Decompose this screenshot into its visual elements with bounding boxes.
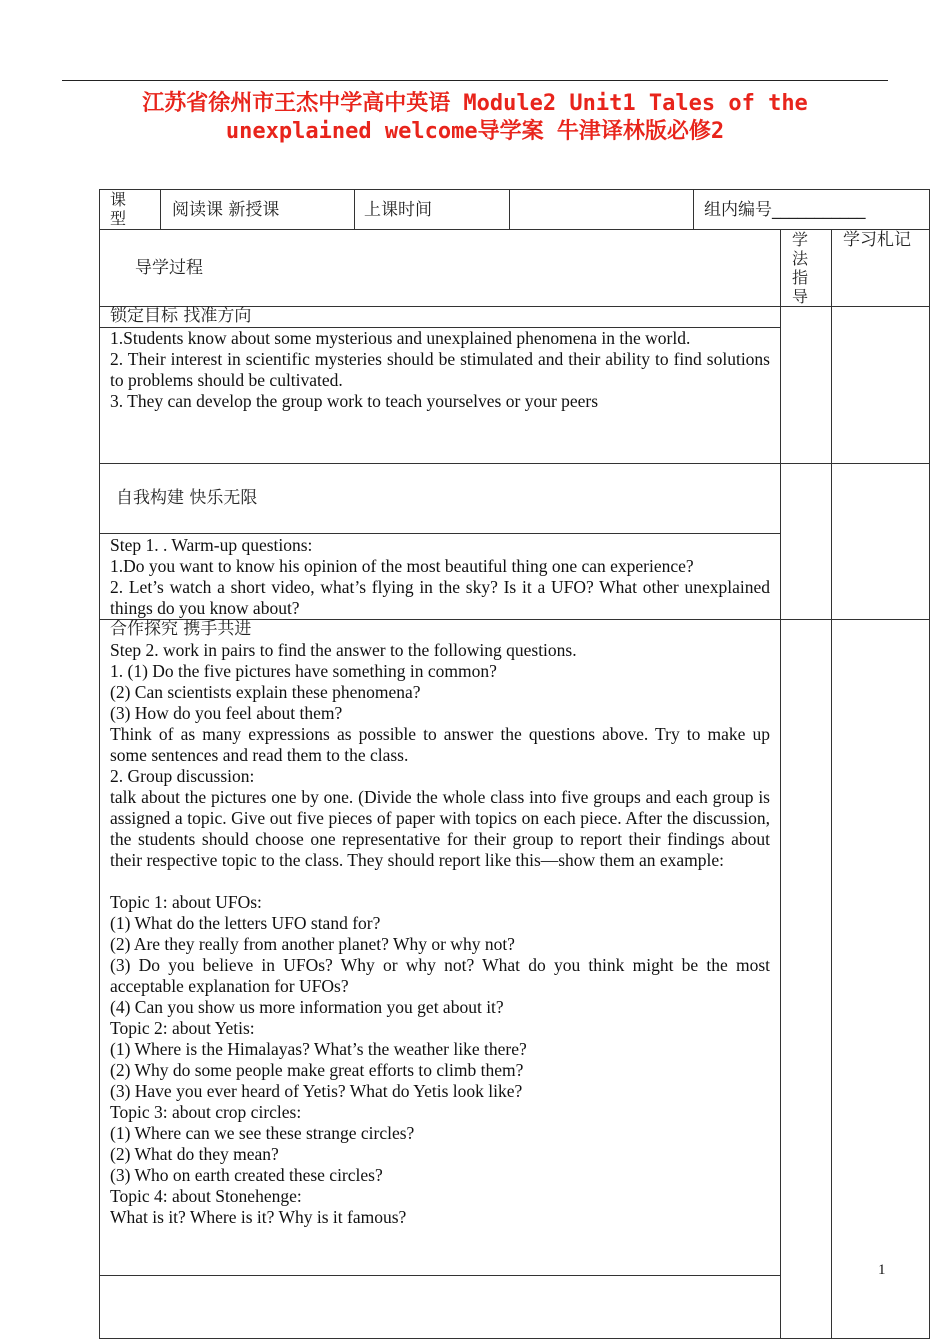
topic-line: (3) Have you ever heard of Yetis? What do Yetis look like? bbox=[110, 1081, 523, 1101]
title-line-1: 江苏省徐州市王杰中学高中英语 Module2 Unit1 Tales of the bbox=[142, 91, 808, 116]
warmup-line: 1.Do you want to know his opinion of the most beautiful thing one can experience? bbox=[110, 556, 694, 576]
section-cooperate-heading: 合作探究 携手共进 bbox=[110, 619, 252, 639]
topic-line: (3) Who on earth created these circles? bbox=[110, 1165, 383, 1185]
topic-line: Topic 4: about Stonehenge: bbox=[110, 1186, 302, 1206]
goal-line: 3. They can develop the group work to teach yourselves or your peers bbox=[110, 391, 599, 411]
step-line: talk about the pictures one by one. (Divide the whole class into five groups and each group is assigned a topic. Give out five pieces of paper with topics on each piece. After the discussion, the students should choose one representative for their group to report their findings about their respective topic to the class. They should report like this—show them an example: bbox=[110, 787, 770, 870]
section-self-build-body bbox=[110, 535, 770, 619]
step-line: (3) How do you feel about them? bbox=[110, 703, 343, 723]
topic-line: (1) What do the letters UFO stand for? bbox=[110, 913, 381, 933]
step-line: 2. Group discussion: bbox=[110, 766, 255, 786]
group-number-label: 组内编号___________ bbox=[704, 200, 866, 220]
topic-line: (4) Can you show us more information you get about it? bbox=[110, 997, 504, 1017]
topic-line: Topic 3: about crop circles: bbox=[110, 1102, 302, 1122]
section-goals-body bbox=[110, 328, 770, 412]
page-number: 1 bbox=[878, 1262, 886, 1278]
lesson-type-value: 阅读课 新授课 bbox=[172, 200, 280, 220]
section-goals-heading: 锁定目标 找准方向 bbox=[110, 306, 252, 326]
warmup-line: Step 1. . Warm-up questions: bbox=[110, 535, 313, 555]
goal-line: 1.Students know about some mysterious and unexplained phenomena in the world. bbox=[110, 328, 691, 348]
topic-line: (2) Are they really from another planet? Why or why not? bbox=[110, 934, 515, 954]
section-self-build-heading: 自我构建 快乐无限 bbox=[116, 488, 258, 508]
step-line: (2) Can scientists explain these phenomena? bbox=[110, 682, 421, 702]
topic-line: (1) Where is the Himalayas? What’s the weather like there? bbox=[110, 1039, 527, 1059]
study-notes-heading: 学习札记 bbox=[843, 230, 911, 250]
topic-line: (3) Do you believe in UFOs? Why or why not? What do you think might be the most acceptable explanation for UFOs? bbox=[110, 955, 770, 996]
topic-line: What is it? Where is it? Why is it famous? bbox=[110, 1207, 407, 1227]
blank-line bbox=[110, 871, 770, 892]
class-time-label: 上课时间 bbox=[364, 200, 432, 220]
guide-process-heading: 导学过程 bbox=[135, 258, 203, 278]
topic-line: (1) Where can we see these strange circles? bbox=[110, 1123, 415, 1143]
lesson-type-label: 课 型 bbox=[109, 190, 126, 228]
step-line: 1. (1) Do the five pictures have something in common? bbox=[110, 661, 497, 681]
topic-line: Topic 1: about UFOs: bbox=[110, 892, 262, 912]
topic-line: (2) What do they mean? bbox=[110, 1144, 279, 1164]
title-line-2: unexplained welcome导学案 牛津译林版必修2 bbox=[225, 119, 725, 144]
topic-line: (2) Why do some people make great efforts to climb them? bbox=[110, 1060, 524, 1080]
warmup-line: 2. Let’s watch a short video, what’s flying in the sky? Is it a UFO? What other unexplained things do you know about? bbox=[110, 577, 770, 618]
step-line: Think of as many expressions as possible to answer the questions above. Try to make up some sentences and read them to the class. bbox=[110, 724, 770, 765]
step-line: Step 2. work in pairs to find the answer to the following questions. bbox=[110, 640, 577, 660]
topic-line: Topic 2: about Yetis: bbox=[110, 1018, 255, 1038]
goal-line: 2. Their interest in scientific mysteries should be stimulated and their ability to find solutions to problems should be cultivated. bbox=[110, 349, 770, 390]
method-guide-heading: 学 法 指 导 bbox=[791, 230, 808, 306]
section-cooperate-body bbox=[110, 640, 770, 1228]
